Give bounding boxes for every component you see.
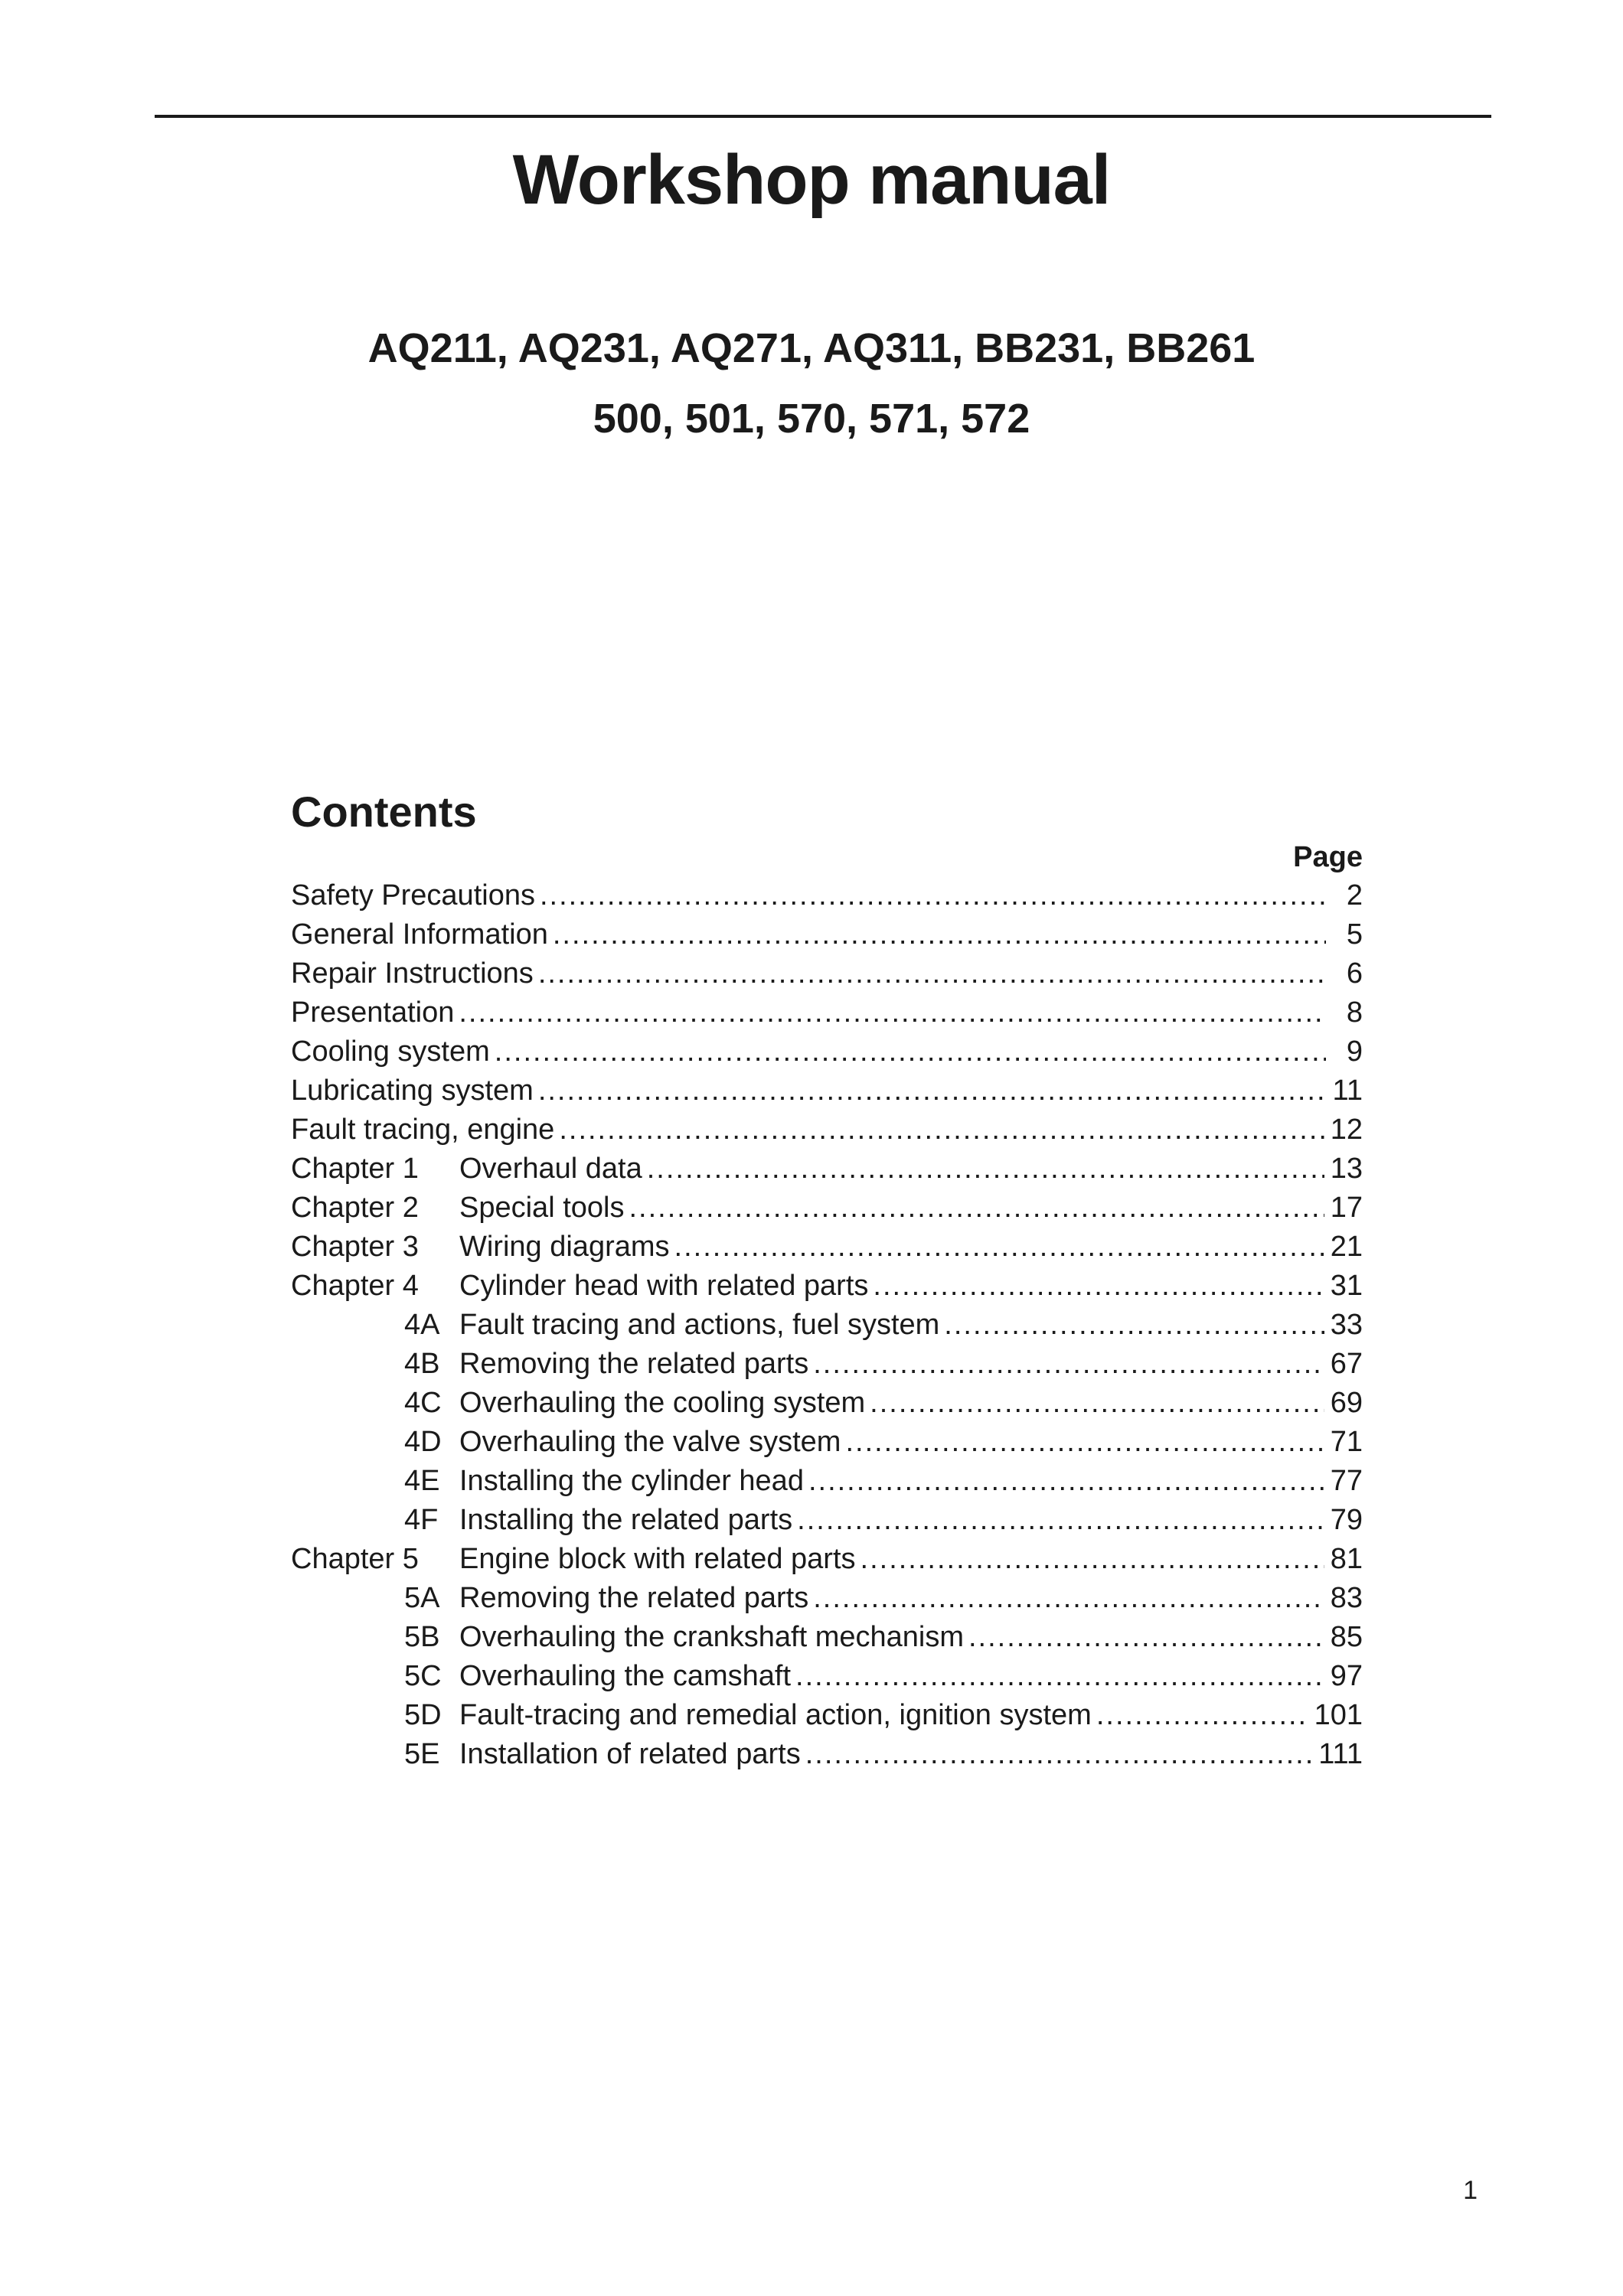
contents-heading: Contents [291,788,477,836]
toc-dot-leader [870,1384,1324,1423]
toc-entry-title: Overhauling the valve system [459,1426,841,1458]
toc-entry [291,1579,1363,1618]
toc-dot-leader [540,876,1326,915]
table-of-contents [291,876,1363,1774]
toc-entry-title: Wiring diagrams [459,1231,670,1263]
toc-dot-leader [805,1735,1313,1774]
toc-entry-page: 8 [1346,996,1363,1029]
toc-entry [291,1228,1363,1267]
document-title: Workshop manual [512,141,1111,219]
toc-dot-leader [674,1228,1324,1267]
toc-entry-title: Overhauling the crankshaft mechanism [459,1621,964,1653]
toc-entry [291,993,1363,1032]
toc-entry-title: Installing the cylinder head [459,1465,804,1497]
toc-entry-title: Overhaul data [459,1153,642,1185]
toc-entry-prefix: Chapter 2 [291,1192,419,1224]
toc-entry-title: Installing the related parts [459,1504,793,1536]
toc-entry-prefix: Chapter 1 [291,1153,419,1185]
toc-entry [291,1306,1363,1345]
toc-entry-prefix: 5A [404,1582,440,1614]
toc-entry-page: 5 [1346,918,1363,951]
toc-dot-leader [538,954,1326,993]
toc-entry [291,1501,1363,1540]
page-number: 1 [1463,2176,1478,2205]
toc-entry [291,915,1363,954]
toc-entry [291,1071,1363,1110]
toc-entry-page: 31 [1330,1270,1363,1302]
toc-dot-leader [629,1189,1324,1228]
toc-entry-page: 6 [1346,957,1363,990]
toc-entry-page: 11 [1332,1075,1363,1107]
toc-entry [291,1189,1363,1228]
toc-entry [291,1618,1363,1657]
toc-entry-prefix: Chapter 5 [291,1543,419,1575]
toc-entry [291,1267,1363,1306]
toc-entry-title: General Information [291,918,548,951]
toc-entry [291,1384,1363,1423]
toc-entry [291,1657,1363,1696]
toc-dot-leader [1096,1696,1308,1735]
toc-entry-title: Cylinder head with related parts [459,1270,869,1302]
toc-dot-leader [845,1423,1324,1462]
toc-entry-page: 9 [1346,1035,1363,1068]
toc-dot-leader [647,1150,1324,1189]
toc-entry [291,1696,1363,1735]
toc-dot-leader [559,1110,1324,1150]
toc-entry [291,876,1363,915]
toc-dot-leader [553,915,1326,954]
toc-entry-title: Engine block with related parts [459,1543,856,1575]
toc-entry [291,1110,1363,1150]
toc-entry-title: Fault tracing, engine [291,1114,555,1146]
toc-dot-leader [944,1306,1324,1345]
toc-entry-page: 81 [1330,1543,1363,1575]
toc-entry [291,1345,1363,1384]
toc-entry-title: Fault-tracing and remedial action, ignition system [459,1699,1092,1731]
toc-entry [291,1462,1363,1501]
toc-entry-prefix: 5B [404,1621,440,1653]
toc-entry [291,1735,1363,1774]
toc-entry-page: 67 [1330,1348,1363,1380]
toc-entry-title: Fault tracing and actions, fuel system [459,1309,940,1341]
toc-entry-title: Overhauling the cooling system [459,1387,866,1419]
toc-entry-page: 12 [1330,1114,1363,1146]
toc-entry [291,1540,1363,1579]
toc-entry-prefix: 5E [404,1738,440,1770]
toc-entry-prefix: 4D [404,1426,442,1458]
toc-dot-leader [495,1032,1326,1071]
toc-entry-page: 71 [1330,1426,1363,1458]
toc-entry-title: Removing the related parts [459,1582,809,1614]
toc-dot-leader [860,1540,1324,1579]
toc-entry-page: 83 [1330,1582,1363,1614]
toc-entry-title: Lubricating system [291,1075,534,1107]
toc-entry-page: 33 [1330,1309,1363,1341]
toc-entry-prefix: 4B [404,1348,440,1380]
toc-dot-leader [795,1657,1324,1696]
toc-dot-leader [538,1071,1326,1110]
toc-entry-title: Removing the related parts [459,1348,809,1380]
toc-dot-leader [797,1501,1324,1540]
toc-dot-leader [873,1267,1324,1306]
toc-dot-leader [968,1618,1324,1657]
toc-entry-page: 2 [1346,879,1363,912]
toc-entry [291,1423,1363,1462]
toc-entry-title: Presentation [291,996,455,1029]
toc-entry-title: Special tools [459,1192,625,1224]
models-line-2: 500, 501, 570, 571, 572 [593,396,1030,442]
toc-entry-title: Cooling system [291,1035,490,1068]
toc-entry-prefix: Chapter 3 [291,1231,419,1263]
toc-entry-prefix: 4F [404,1504,439,1536]
toc-entry [291,1032,1363,1071]
toc-entry-title: Safety Precautions [291,879,535,912]
toc-entry-page: 13 [1330,1153,1363,1185]
toc-entry-page: 85 [1330,1621,1363,1653]
toc-entry [291,954,1363,993]
toc-entry-title: Installation of related parts [459,1738,801,1770]
toc-entry [291,1150,1363,1189]
toc-entry-title: Overhauling the camshaft [459,1660,792,1692]
top-rule [155,115,1491,118]
toc-dot-leader [813,1345,1324,1384]
toc-entry-page: 77 [1330,1465,1363,1497]
models-line-1: AQ211, AQ231, AQ271, AQ311, BB231, BB261 [367,325,1256,371]
toc-entry-page: 79 [1330,1504,1363,1536]
toc-entry-page: 97 [1330,1660,1363,1692]
toc-entry-prefix: 4A [404,1309,440,1341]
page-column-label: Page [1293,841,1363,873]
toc-entry-page: 21 [1330,1231,1363,1263]
toc-entry-prefix: 4E [404,1465,440,1497]
toc-entry-prefix: 5D [404,1699,442,1731]
toc-dot-leader [808,1462,1324,1501]
toc-entry-page: 17 [1330,1192,1363,1224]
toc-entry-prefix: 4C [404,1387,442,1419]
toc-entry-page: 111 [1318,1738,1363,1770]
toc-entry-page: 101 [1314,1699,1363,1731]
toc-entry-prefix: Chapter 4 [291,1270,419,1302]
toc-entry-title: Repair Instructions [291,957,534,990]
toc-entry-prefix: 5C [404,1660,442,1692]
toc-entry-page: 69 [1330,1387,1363,1419]
toc-dot-leader [459,993,1326,1032]
toc-dot-leader [813,1579,1324,1618]
